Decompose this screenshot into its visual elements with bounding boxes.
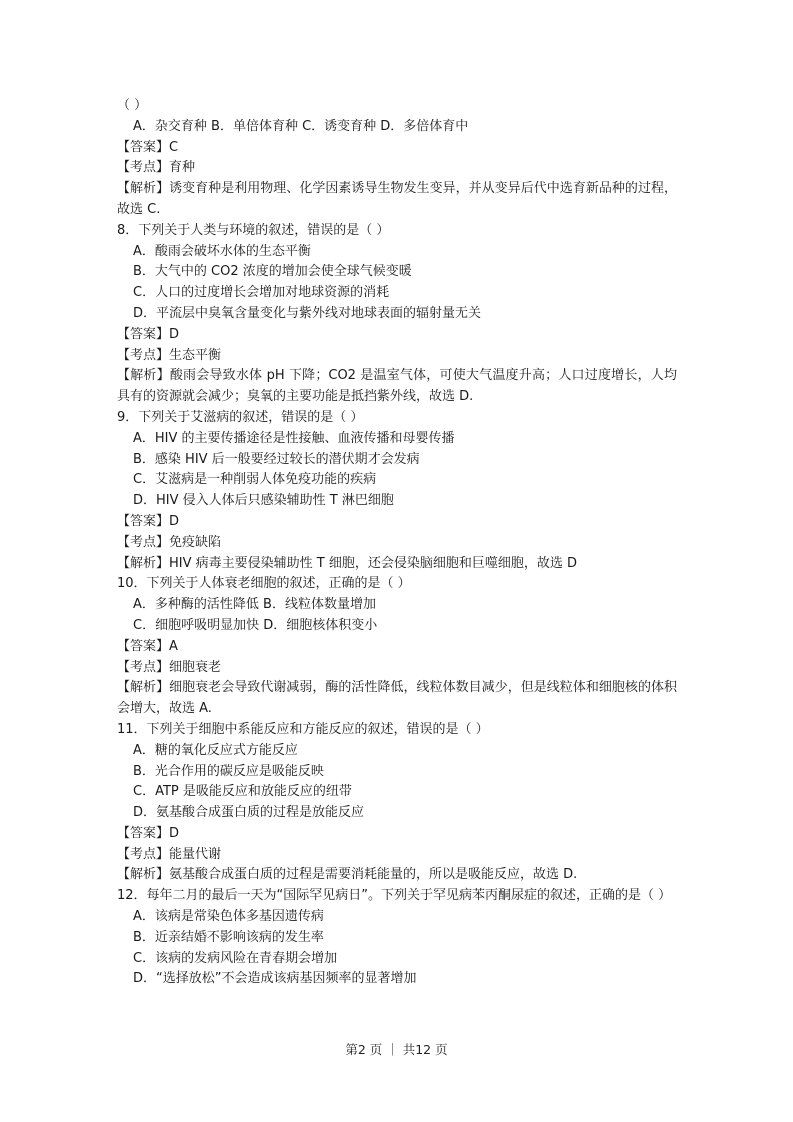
topic-line: 【考点】育种 xyxy=(117,160,196,176)
question-line: 8．下列关于人类与环境的叙述，错误的是（ ） xyxy=(117,222,390,238)
answer-line: 【答案】A xyxy=(117,638,178,654)
option-line: B．光合作用的碳反应是吸能反映 xyxy=(133,763,324,779)
option-line: C．该病的发病风险在青春期会增加 xyxy=(133,950,338,966)
document-body xyxy=(117,96,677,990)
option-line: A．多种酶的活性降低 B．线粒体数量增加 xyxy=(133,597,376,613)
topic-line: 【考点】能量代谢 xyxy=(117,846,222,862)
option-line: A．酸雨会破坏水体的生态平衡 xyxy=(133,243,311,259)
option-line: B．大气中的 CO2 浓度的增加会使全球气候变暖 xyxy=(133,264,412,280)
option-line: D．HIV 侵入人体后只感染辅助性 T 淋巴细胞 xyxy=(133,493,394,509)
page-footer: 第2 页 ｜ 共12 页 xyxy=(345,1042,448,1057)
explanation-line: 【解析】HIV 病毒主要侵染辅助性 T 细胞，还会侵染脑细胞和巨噬细胞，故选 D xyxy=(117,555,577,571)
option-line: A．HIV 的主要传播途径是性接触、血液传播和母婴传播 xyxy=(133,430,455,446)
explanation-line: 【解析】酸雨会导致水体 pH 下降；CO2 是温室气体，可使大气温度升高；人口过度增长，人均具有的资源就会减少；臭氧的主要功能是抵挡紫外线，故选 D. xyxy=(117,368,677,405)
topic-line: 【考点】生态平衡 xyxy=(117,347,222,363)
option-line: C．细胞呼吸明显加快 D．细胞核体积变小 xyxy=(133,617,378,633)
option-line: A．杂交育种 B．单倍体育种 C．诱变育种 D．多倍体育中 xyxy=(133,118,469,134)
answer-line: 【答案】D xyxy=(117,326,180,342)
question-line: 9．下列关于艾滋病的叙述，错误的是（ ） xyxy=(117,409,364,425)
topic-line: 【考点】细胞衰老 xyxy=(117,659,222,675)
option-line: A．该病是常染色体多基因遗传病 xyxy=(133,909,324,925)
explanation-line: 【解析】细胞衰老会导致代谢减弱，酶的活性降低，线粒体数目减少，但是线粒体和细胞核的体积会增大，故选 A. xyxy=(117,680,677,717)
option-line: B．近亲结婚不影响该病的发生率 xyxy=(133,929,324,945)
topic-line: 【考点】免疫缺陷 xyxy=(117,534,222,550)
explanation-line: 【解析】诱变育种是利用物理、化学因素诱导生物发生变异，并从变异后代中选育新品种的过程，故选 C. xyxy=(117,181,677,217)
option-line: C．人口的过度增长会增加对地球资源的消耗 xyxy=(133,285,390,301)
question-line: 11．下列关于细胞中系能反应和方能反应的叙述，错误的是（ ） xyxy=(117,721,489,737)
option-line: A．糖的氧化反应式方能反应 xyxy=(133,742,298,758)
option-line: D．氨基酸合成蛋白质的过程是放能反应 xyxy=(133,805,365,821)
explanation-line: 【解析】氨基酸合成蛋白质的过程是需要消耗能量的，所以是吸能反应，故选 D. xyxy=(117,867,578,883)
question-line: 12．每年二月的最后一天为“国际罕见病日”。下列关于罕见病苯丙酮尿症的叙述，正确的是（ ） xyxy=(117,888,672,904)
answer-line: 【答案】D xyxy=(117,825,180,841)
option-line: C．ATP 是吸能反应和放能反应的纽带 xyxy=(133,784,352,800)
question-line: 10．下列关于人体衰老细胞的叙述，正确的是（ ） xyxy=(117,576,411,592)
answer-line: 【答案】C xyxy=(117,139,179,155)
option-line: C．艾滋病是一种削弱人体免疫功能的疾病 xyxy=(133,472,377,488)
answer-line: 【答案】D xyxy=(117,513,180,529)
text-line: （ ） xyxy=(117,98,148,113)
option-line: D．平流层中臭氧含量变化与紫外线对地球表面的辐射量无关 xyxy=(133,305,482,321)
option-line: B．感染 HIV 后一般要经过较长的潜伏期才会发病 xyxy=(133,451,420,467)
option-line: D．“选择放松”不会造成该病基因频率的显著增加 xyxy=(133,971,417,987)
